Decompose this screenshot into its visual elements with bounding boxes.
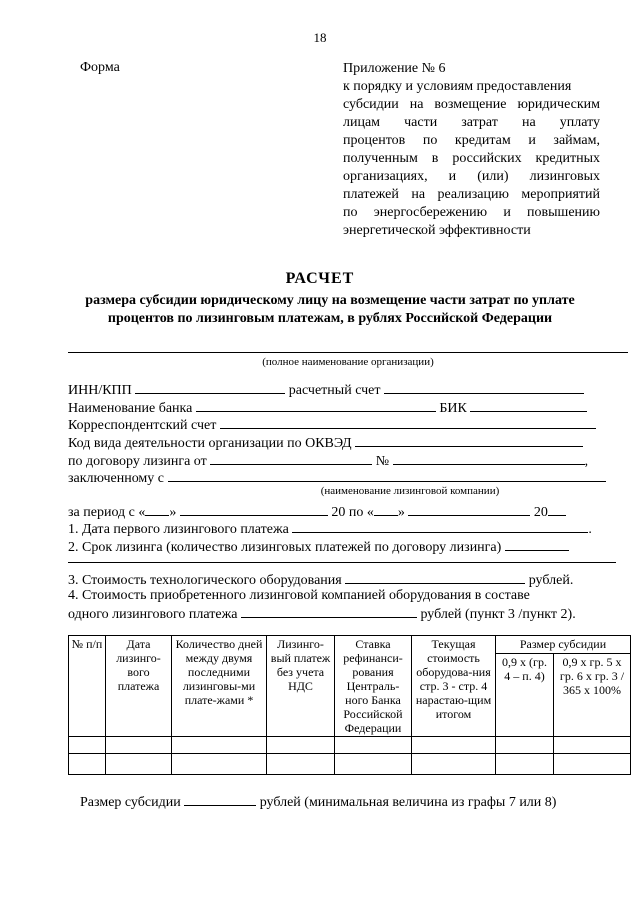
header-cell: Количество дней между двумя последними лизинговы-ми плате-жами * xyxy=(172,636,267,737)
period-to-month-field[interactable] xyxy=(408,502,530,516)
quote-close: » xyxy=(169,505,177,520)
table-cell[interactable] xyxy=(554,754,631,775)
subsidy-amount-field[interactable] xyxy=(184,792,256,806)
inn-kpp-field[interactable] xyxy=(135,380,285,394)
subheader-cell: 0,9 х (гр. 4 – п. 4) xyxy=(496,654,554,737)
table-row[interactable] xyxy=(69,737,631,754)
item-4-tail: рублей (пункт 3 /пункт 2). xyxy=(420,607,576,622)
org-name-field[interactable] xyxy=(68,352,628,353)
period-from-label: за период с « xyxy=(68,505,146,520)
equipment-per-payment-field[interactable] xyxy=(241,604,417,618)
table-row[interactable] xyxy=(69,754,631,775)
header-cell: Ставка рефинанси-рования Централь-ного Банка Российской Федерации xyxy=(335,636,412,737)
group-header-cell: Размер субсидии xyxy=(496,636,631,654)
appendix-line: субсидии на возмещение юридическим xyxy=(343,97,600,112)
appendix-line: процентов по кредитам и займам, xyxy=(343,133,600,148)
table-header-row xyxy=(69,636,631,654)
leasing-company-field[interactable] xyxy=(168,468,606,482)
subsidy-amount-label: Размер субсидии xyxy=(80,795,181,810)
header-cell: Лизинго-вый платеж без учета НДС xyxy=(267,636,335,737)
subtitle-line-1: размера субсидии юридическому лицу на возмещение части затрат по уплате xyxy=(85,293,575,308)
year-prefix: 20 xyxy=(533,505,548,520)
item-4-label-cont: одного лизингового платежа xyxy=(68,607,238,622)
leasing-contract-label: по договору лизинга от xyxy=(68,454,207,469)
period-from-month-field[interactable] xyxy=(180,502,328,516)
bik-label: БИК xyxy=(439,401,467,416)
table-cell[interactable] xyxy=(69,754,106,775)
number-sign: № xyxy=(375,454,390,469)
year-prefix: 20 xyxy=(331,505,346,520)
table-cell[interactable] xyxy=(172,754,267,775)
account-field[interactable] xyxy=(384,380,584,394)
bank-name-label: Наименование банка xyxy=(68,401,193,416)
table-cell[interactable] xyxy=(267,754,335,775)
table-cell[interactable] xyxy=(106,737,172,754)
table-cell[interactable] xyxy=(267,737,335,754)
appendix-line: лицам части затрат на уплату xyxy=(343,115,600,130)
rub-label: рублей. xyxy=(528,573,574,588)
item-4-label: 4. Стоимость приобретенного лизинговой компанией оборудования в составе xyxy=(68,588,530,603)
account-label: расчетный счет xyxy=(288,383,381,398)
first-payment-date-field[interactable] xyxy=(292,519,588,533)
leasing-contract-date-field[interactable] xyxy=(210,451,372,465)
inn-kpp-label: ИНН/КПП xyxy=(68,383,132,398)
page-number: 18 xyxy=(313,30,327,45)
item-1-label: 1. Дата первого лизингового платежа xyxy=(68,522,289,537)
appendix-line: к порядку и условиям предоставления xyxy=(343,79,572,94)
table-cell[interactable] xyxy=(335,737,412,754)
table-cell[interactable] xyxy=(106,754,172,775)
header-cell: Текущая стоимость оборудова-ния стр. 3 - стр. 4 нарастаю-щим итогом xyxy=(412,636,496,737)
subsidy-table xyxy=(68,635,631,775)
period-to-label: по « xyxy=(348,505,374,520)
table-cell[interactable] xyxy=(496,754,554,775)
comma: , xyxy=(584,454,589,469)
leasing-contract-number-field[interactable] xyxy=(393,451,585,465)
table-cell[interactable] xyxy=(335,754,412,775)
period-to-year-field[interactable] xyxy=(548,502,566,516)
appendix-block xyxy=(343,60,600,240)
subheader-cell: 0,9 х гр. 5 х гр. 6 х гр. 3 / 365 х 100% xyxy=(554,654,631,737)
appendix-line: организациях, и (или) лизинговых xyxy=(343,169,600,184)
header-cell: № п/п xyxy=(69,636,106,737)
table-cell[interactable] xyxy=(412,754,496,775)
table-cell[interactable] xyxy=(412,737,496,754)
document-title: РАСЧЕТ xyxy=(285,270,355,287)
corr-account-field[interactable] xyxy=(220,415,596,429)
table-cell[interactable] xyxy=(69,737,106,754)
item-2-label: 2. Срок лизинга (количество лизинговых платежей по договору лизинга) xyxy=(68,540,502,555)
table-cell[interactable] xyxy=(554,737,631,754)
dot: . xyxy=(588,522,592,537)
bank-name-field[interactable] xyxy=(196,398,436,412)
leasing-term-field[interactable] xyxy=(505,537,569,551)
okved-field[interactable] xyxy=(355,433,583,447)
leasing-company-caption: (наименование лизинговой компании) xyxy=(320,485,500,497)
item-3-label: 3. Стоимость технологического оборудования xyxy=(68,573,342,588)
period-from-day-field[interactable] xyxy=(145,502,169,516)
form-label: Форма xyxy=(80,60,120,75)
document-subtitle xyxy=(60,292,600,328)
appendix-line: энергетической эффективности xyxy=(343,223,531,238)
org-name-caption: (полное наименование организации) xyxy=(262,356,434,368)
appendix-line: по энергосбережению и повышению xyxy=(343,205,600,220)
appendix-line: полученным в российских кредитных xyxy=(343,151,600,166)
item-2-continuation-line[interactable] xyxy=(68,562,616,563)
header-cell: Дата лизинго-вого платежа xyxy=(106,636,172,737)
period-to-day-field[interactable] xyxy=(374,502,398,516)
equipment-cost-field[interactable] xyxy=(345,570,525,584)
concluded-with-label: заключенному с xyxy=(68,471,165,486)
corr-account-label: Корреспондентский счет xyxy=(68,418,217,433)
okved-label: Код вида деятельности организации по ОКВЭД xyxy=(68,436,352,451)
appendix-title: Приложение № 6 xyxy=(343,61,446,76)
table-cell[interactable] xyxy=(172,737,267,754)
subsidy-amount-note: рублей (минимальная величина из графы 7 или 8) xyxy=(259,795,557,810)
appendix-line: платежей на реализацию мероприятий xyxy=(343,187,600,202)
subtitle-line-2: процентов по лизинговым платежам, в рублях Российской Федерации xyxy=(107,311,553,326)
quote-close: » xyxy=(397,505,405,520)
table-cell[interactable] xyxy=(496,737,554,754)
bik-field[interactable] xyxy=(470,398,587,412)
